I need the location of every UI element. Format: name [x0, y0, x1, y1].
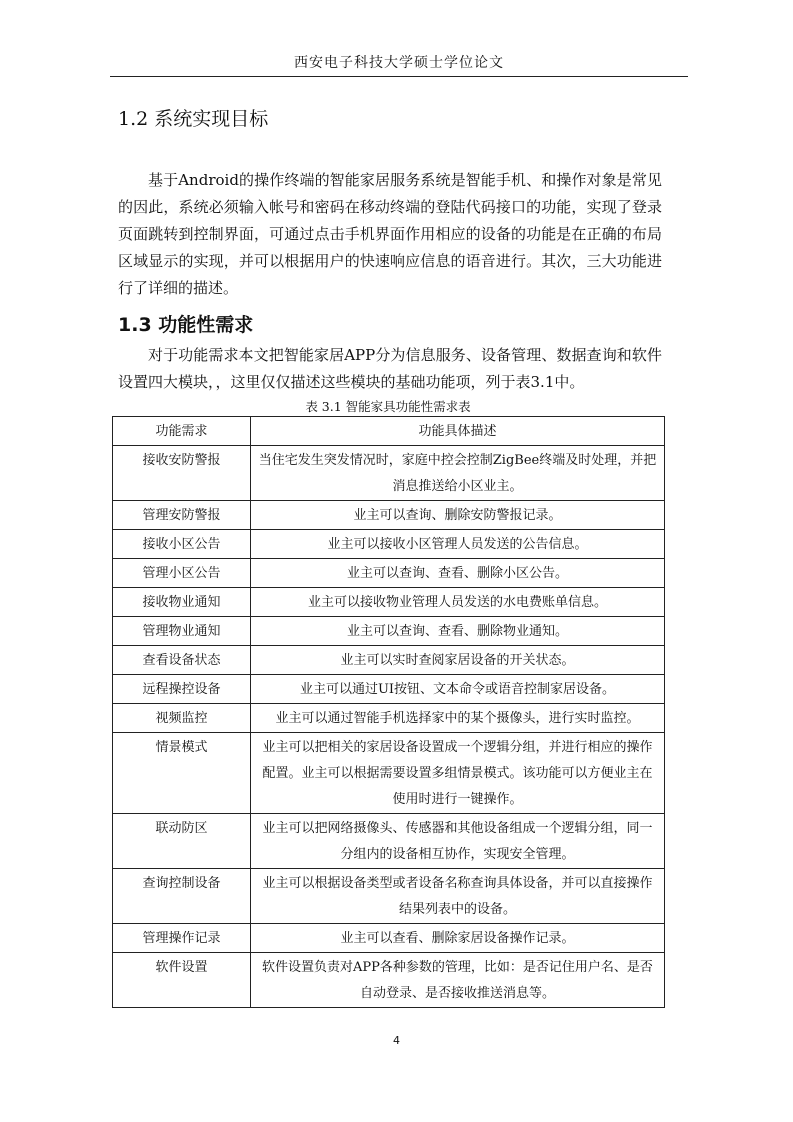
- requirement-description: 业主可以通过智能手机选择家中的某个摄像头，进行实时监控。: [251, 704, 665, 733]
- requirement-description: 业主可以把网络摄像头、传感器和其他设备组成一个逻辑分组，同一分组内的设备相互协作，实现安全管理。: [251, 814, 665, 869]
- requirement-name: 接收物业通知: [113, 588, 251, 617]
- requirement-name: 管理操作记录: [113, 924, 251, 953]
- page-header: 西安电子科技大学硕士学位论文: [294, 55, 504, 71]
- requirement-description: 业主可以通过UI按钮、文本命令或语音控制家居设备。: [251, 675, 665, 704]
- requirement-description: 业主可以查询、查看、删除小区公告。: [251, 559, 665, 588]
- table-row: [113, 675, 665, 704]
- table-header-cell: 功能需求: [113, 417, 251, 446]
- requirement-name: 管理小区公告: [113, 559, 251, 588]
- requirement-description: 业主可以实时查阅家居设备的开关状态。: [251, 646, 665, 675]
- requirement-description: 当住宅发生突发情况时，家庭中控会控制ZigBee终端及时处理，并把消息推送给小区业主。: [251, 446, 665, 501]
- table-row: [113, 588, 665, 617]
- requirement-name: 查询控制设备: [113, 869, 251, 924]
- table-row: [113, 814, 665, 869]
- requirement-name: 软件设置: [113, 953, 251, 1008]
- requirement-name: 查看设备状态: [113, 646, 251, 675]
- table-row: [113, 646, 665, 675]
- requirement-description: 业主可以接收物业管理人员发送的水电费账单信息。: [251, 588, 665, 617]
- requirement-name: 接收安防警报: [113, 446, 251, 501]
- table-row: [113, 924, 665, 953]
- requirement-name: 管理安防警报: [113, 501, 251, 530]
- requirement-description: 业主可以查询、删除安防警报记录。: [251, 501, 665, 530]
- requirement-name: 联动防区: [113, 814, 251, 869]
- section-paragraph-1-3: 对于功能需求本文把智能家居APP分为信息服务、设备管理、数据查询和软件设置四大模块，，这里仅仅描述这些模块的基础功能项，列于表3.1中。: [118, 346, 662, 391]
- requirement-description: 业主可以查看、删除家居设备操作记录。: [251, 924, 665, 953]
- section-heading-1-3: 1.3 功能性需求: [118, 314, 254, 336]
- requirement-name: 情景模式: [113, 733, 251, 814]
- table-caption: 表 3.1 智能家具功能性需求表: [305, 399, 471, 414]
- header-rule: [110, 76, 688, 77]
- requirement-description: 业主可以查询、查看、删除物业通知。: [251, 617, 665, 646]
- requirement-name: 管理物业通知: [113, 617, 251, 646]
- table-header-cell: 功能具体描述: [251, 417, 665, 446]
- table-header-row: [113, 417, 665, 446]
- requirement-description: 业主可以把相关的家居设备设置成一个逻辑分组，并进行相应的操作配置。业主可以根据需要设置多组情景模式。该功能可以方便业主在使用时进行一键操作。: [251, 733, 665, 814]
- table-row: [113, 501, 665, 530]
- requirement-description: 业主可以接收小区管理人员发送的公告信息。: [251, 530, 665, 559]
- table-row: [113, 559, 665, 588]
- section-paragraph-1-2: 基于Android的操作终端的智能家居服务系统是智能手机、和操作对象是常见的因此，系统必须输入帐号和密码在移动终端的登陆代码接口的功能，实现了登录页面跳转到控制界面，可通过点击手机界面作用相应的设备的功能是在正确的布局区域显示的实现，并可以根据用户的快速响应信息的语音进行。其次，三大功能进行了详细的描述。: [118, 171, 662, 297]
- table-row: [113, 704, 665, 733]
- requirement-description: 业主可以根据设备类型或者设备名称查询具体设备，并可以直接操作结果列表中的设备。: [251, 869, 665, 924]
- section-heading-1-2: 1.2 系统实现目标: [118, 108, 269, 130]
- page-number: 4: [393, 1034, 400, 1047]
- requirements-table: [112, 416, 665, 1008]
- requirement-name: 接收小区公告: [113, 530, 251, 559]
- table-row: [113, 617, 665, 646]
- requirement-name: 视频监控: [113, 704, 251, 733]
- requirement-name: 远程操控设备: [113, 675, 251, 704]
- requirement-description: 软件设置负责对APP各种参数的管理，比如：是否记住用户名、是否自动登录、是否接收推送消息等。: [251, 953, 665, 1008]
- table-row: [113, 733, 665, 814]
- table-row: [113, 446, 665, 501]
- table-row: [113, 530, 665, 559]
- table-row: [113, 869, 665, 924]
- table-row: [113, 953, 665, 1008]
